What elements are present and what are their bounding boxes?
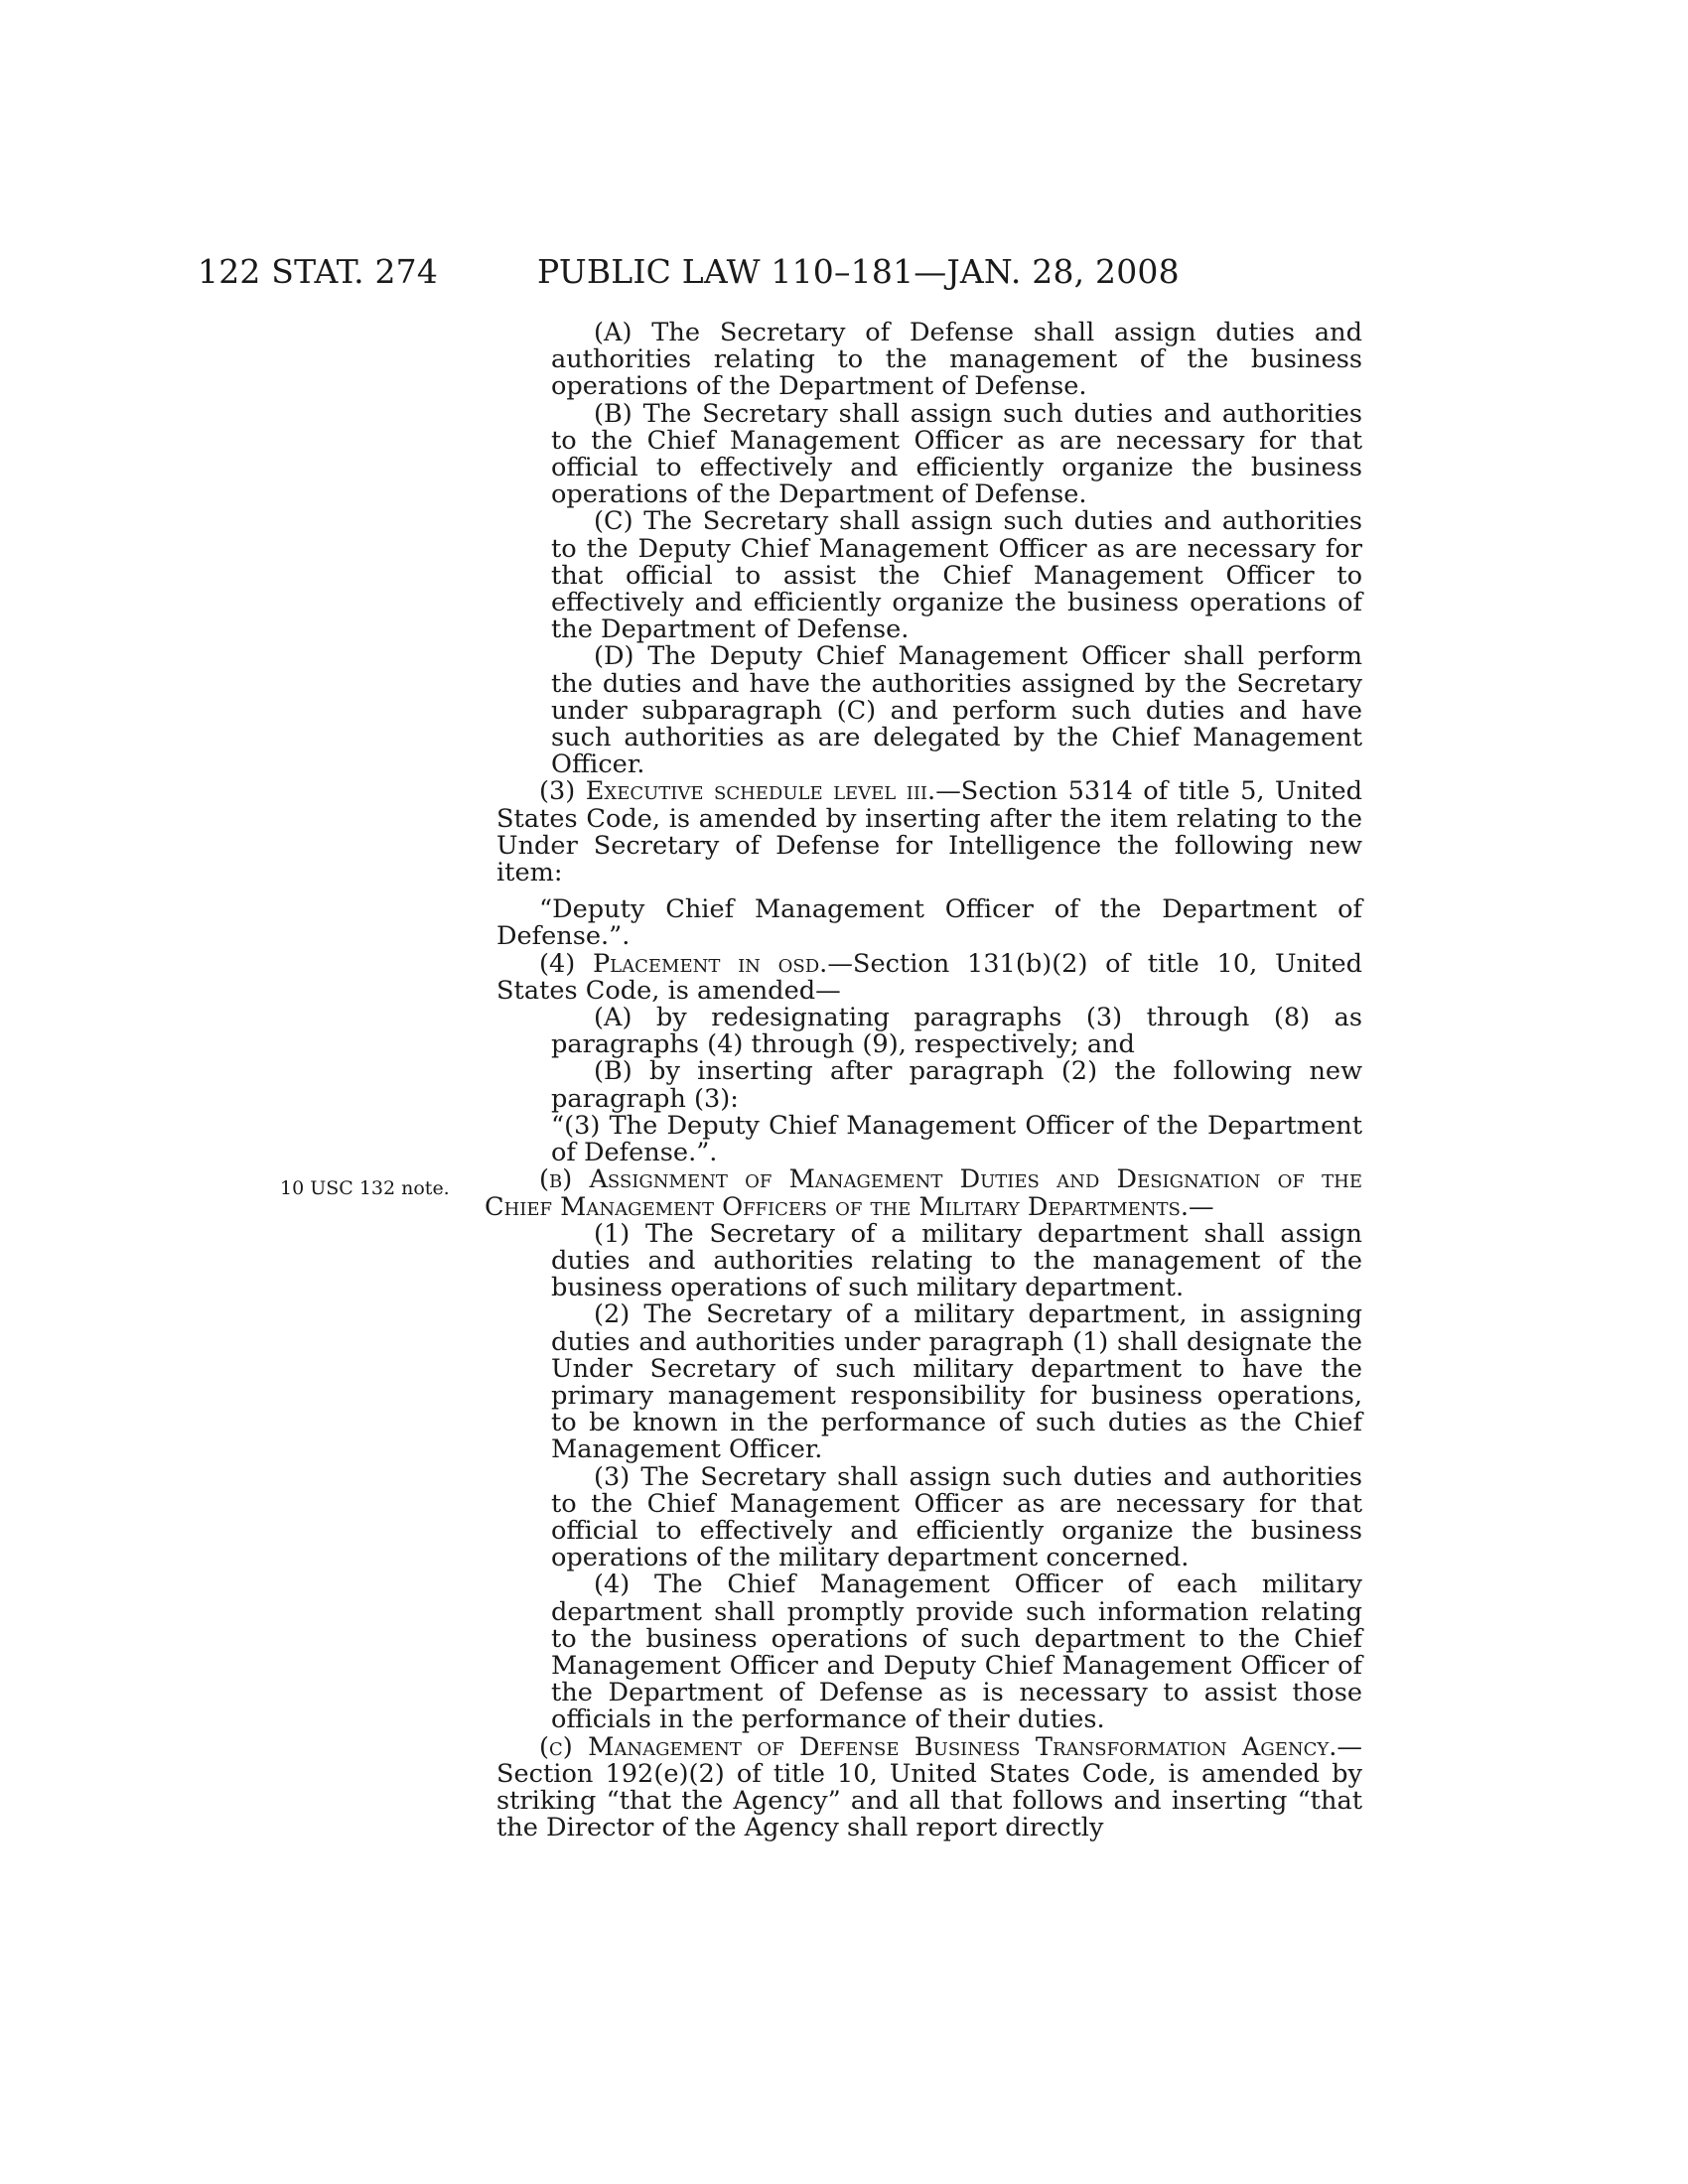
page-body xyxy=(485,318,1362,1843)
paragraph-b3: (3) The Secretary shall assign such duties and authorities to the Chief Management Officer as are necessary for that official to effectively and efficiently organize the business operations of the military department concerned. xyxy=(551,1461,1362,1573)
paragraph-a2A: (A) The Secretary of Defense shall assign duties and authorities relating to the management of the business operations of the Department of Defense. xyxy=(551,318,1362,402)
paragraph-a4: (4) Placement in osd.—Section 131(b)(2) of title 10, United States Code, is amended— xyxy=(496,948,1362,1006)
paragraph-a2D: (D) The Deputy Chief Management Officer shall perform the duties and have the authorities assigned by the Secretary under subparagraph (C) and perform such duties and have such authorities as are delegated by the Chief Management Officer. xyxy=(551,641,1362,780)
public-law-header: PUBLIC LAW 110–181—JAN. 28, 2008 xyxy=(537,252,1180,291)
paragraph-a4B: (B) by inserting after paragraph (2) the following new paragraph (3): xyxy=(551,1056,1362,1114)
quote-a4: “(3) The Deputy Chief Management Officer of the Department of Defense.”. xyxy=(551,1110,1362,1168)
paragraph-c: (c) Management of Defense Business Transformation Agency.—Section 192(e)(2) of title 10, United States Code, is amended by striking “that the Agency” and all that follows and inserting “that the Director of the Agency shall report directly xyxy=(496,1731,1362,1843)
paragraph-b-heading: (b) Assignment of Management Duties and Designation of the Chief Management Officers of the Military Departments. xyxy=(485,1164,1362,1222)
paragraph-b4: (4) The Chief Management Officer of each military department shall promptly provide such information relating to the business operations of such department to the Chief Management Officer and Deputy Chief Management Officer of the Department of Defense as is necessary to assist those officials in the performance of their duties. xyxy=(551,1570,1362,1735)
paragraph-a2C: (C) The Secretary shall assign such duties and authorities to the Deputy Chief Management Officer as are necessary for that official to assist the Chief Management Officer to effectively and efficiently organize the business operations of the Department of Defense. xyxy=(551,506,1362,645)
margin-note: 10 USC 132 note. xyxy=(280,1177,450,1199)
paragraph-b1: (1) The Secretary of a military department shall assign duties and authorities relating to the management of the business operations of such military department. xyxy=(551,1218,1362,1303)
paragraph-a4-heading: (4) Placement in osd. xyxy=(539,948,828,979)
paragraph-a3-heading: (3) Executive schedule level iii. xyxy=(539,776,936,807)
paragraph-c-heading: (c) Management of Defense Business Transformation Agency. xyxy=(539,1731,1337,1762)
quote-a3: “Deputy Chief Management Officer of the Department of Defense.”. xyxy=(496,894,1362,952)
paragraph-a4A: (A) by redesignating paragraphs (3) through (8) as paragraphs (4) through (9), respectively; and xyxy=(551,1003,1362,1060)
paragraph-a2B: (B) The Secretary shall assign such duties and authorities to the Chief Management Officer as are necessary for that official to effectively and efficiently organize the business operations of the Department of Defense. xyxy=(551,398,1362,510)
paragraph-b2: (2) The Secretary of a military department, in assigning duties and authorities under paragraph (1) shall designate the Under Secretary of such military department to have the primary management responsibility for business operations, to be known in the performance of such duties as the Chief Management Officer. xyxy=(551,1299,1362,1465)
paragraph-a3: (3) Executive schedule level iii.—Section 5314 of title 5, United States Code, is amended by inserting after the item relating to the Under Secretary of Defense for Intelligence the following new item: xyxy=(496,776,1362,888)
paragraph-b: (b) Assignment of Management Duties and Designation of the Chief Management Officers of the Military Departments.— xyxy=(485,1164,1362,1222)
statute-page-number: 122 STAT. 274 xyxy=(198,252,439,291)
